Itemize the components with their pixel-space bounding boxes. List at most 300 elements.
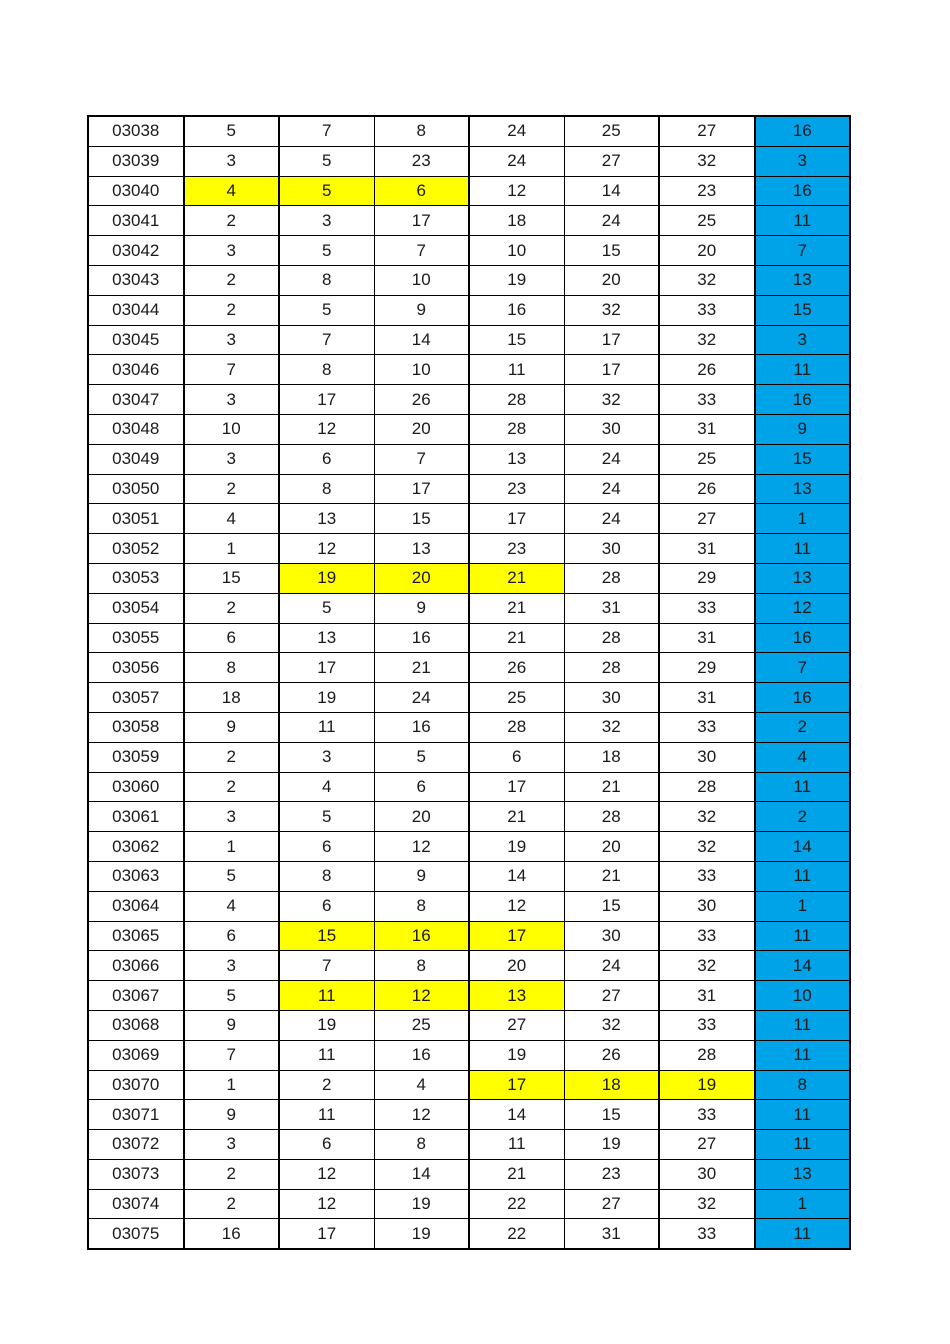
issue-number-cell: 03048 [88, 414, 184, 444]
table-row [88, 1010, 850, 1040]
number-cell: 18 [564, 742, 659, 772]
number-cell: 11 [469, 1130, 564, 1160]
number-cell: 6 [184, 921, 280, 951]
table-row [88, 1070, 850, 1100]
number-cell: 12 [374, 1100, 469, 1130]
number-cell: 19 [469, 265, 564, 295]
number-cell: 32 [564, 295, 659, 325]
number-cell: 7 [184, 355, 280, 385]
number-cell: 12 [279, 534, 374, 564]
number-cell: 24 [564, 206, 659, 236]
issue-number-cell: 03070 [88, 1070, 184, 1100]
table-row [88, 534, 850, 564]
number-cell: 15 [564, 236, 659, 266]
table-row [88, 1219, 850, 1249]
table-row [88, 325, 850, 355]
number-cell: 30 [659, 1159, 755, 1189]
number-cell: 6 [374, 176, 469, 206]
number-cell: 31 [564, 1219, 659, 1249]
table-row [88, 1040, 850, 1070]
special-number-cell: 11 [755, 206, 851, 236]
number-cell: 27 [564, 981, 659, 1011]
number-cell: 27 [659, 1130, 755, 1160]
number-cell: 15 [184, 563, 280, 593]
number-cell: 13 [469, 981, 564, 1011]
number-cell: 31 [659, 414, 755, 444]
special-number-cell: 13 [755, 1159, 851, 1189]
table-row [88, 951, 850, 981]
number-cell: 5 [184, 861, 280, 891]
table-row [88, 176, 850, 206]
number-cell: 15 [374, 504, 469, 534]
number-cell: 11 [279, 712, 374, 742]
number-cell: 29 [659, 653, 755, 683]
number-cell: 26 [374, 385, 469, 415]
number-cell: 17 [469, 772, 564, 802]
table-row [88, 623, 850, 653]
issue-number-cell: 03068 [88, 1010, 184, 1040]
number-cell: 28 [469, 712, 564, 742]
issue-number-cell: 03066 [88, 951, 184, 981]
number-cell: 15 [564, 1100, 659, 1130]
special-number-cell: 1 [755, 1189, 851, 1219]
issue-number-cell: 03052 [88, 534, 184, 564]
number-cell: 31 [659, 981, 755, 1011]
number-cell: 26 [469, 653, 564, 683]
number-cell: 20 [564, 265, 659, 295]
number-cell: 18 [564, 1070, 659, 1100]
number-cell: 30 [564, 414, 659, 444]
number-cell: 28 [469, 414, 564, 444]
special-number-cell: 16 [755, 623, 851, 653]
number-cell: 24 [564, 951, 659, 981]
number-cell: 6 [184, 623, 280, 653]
number-cell: 32 [659, 802, 755, 832]
special-number-cell: 13 [755, 265, 851, 295]
number-cell: 4 [374, 1070, 469, 1100]
special-number-cell: 7 [755, 236, 851, 266]
number-cell: 9 [184, 712, 280, 742]
special-number-cell: 4 [755, 742, 851, 772]
special-number-cell: 10 [755, 981, 851, 1011]
number-cell: 3 [279, 206, 374, 236]
number-cell: 17 [279, 385, 374, 415]
number-cell: 11 [279, 1040, 374, 1070]
number-cell: 19 [374, 1219, 469, 1249]
number-cell: 2 [184, 206, 280, 236]
table-row [88, 653, 850, 683]
number-cell: 33 [659, 295, 755, 325]
number-cell: 17 [374, 474, 469, 504]
number-cell: 14 [374, 1159, 469, 1189]
number-cell: 5 [279, 802, 374, 832]
number-cell: 5 [184, 116, 280, 146]
special-number-cell: 1 [755, 891, 851, 921]
number-cell: 33 [659, 712, 755, 742]
table-row [88, 683, 850, 713]
number-cell: 17 [469, 504, 564, 534]
issue-number-cell: 03063 [88, 861, 184, 891]
number-cell: 33 [659, 1100, 755, 1130]
table-row [88, 414, 850, 444]
issue-number-cell: 03046 [88, 355, 184, 385]
number-cell: 3 [184, 236, 280, 266]
number-cell: 27 [564, 1189, 659, 1219]
number-cell: 30 [564, 683, 659, 713]
table-row [88, 206, 850, 236]
number-cell: 19 [659, 1070, 755, 1100]
issue-number-cell: 03047 [88, 385, 184, 415]
table-row [88, 772, 850, 802]
table-row [88, 295, 850, 325]
table-row [88, 832, 850, 862]
number-cell: 31 [564, 593, 659, 623]
number-cell: 2 [184, 772, 280, 802]
table-row [88, 981, 850, 1011]
number-cell: 30 [659, 891, 755, 921]
number-cell: 24 [469, 146, 564, 176]
special-number-cell: 7 [755, 653, 851, 683]
number-cell: 4 [184, 176, 280, 206]
special-number-cell: 11 [755, 1010, 851, 1040]
number-cell: 21 [469, 802, 564, 832]
table-row [88, 1159, 850, 1189]
table-row [88, 861, 850, 891]
special-number-cell: 2 [755, 802, 851, 832]
issue-number-cell: 03049 [88, 444, 184, 474]
number-cell: 17 [279, 1219, 374, 1249]
number-cell: 17 [564, 325, 659, 355]
number-cell: 8 [279, 355, 374, 385]
number-cell: 9 [184, 1010, 280, 1040]
table-body [88, 116, 850, 1249]
number-cell: 30 [564, 534, 659, 564]
number-cell: 3 [184, 951, 280, 981]
number-cell: 7 [374, 236, 469, 266]
number-cell: 24 [374, 683, 469, 713]
number-cell: 25 [564, 116, 659, 146]
number-cell: 3 [184, 802, 280, 832]
table-row [88, 921, 850, 951]
number-cell: 17 [564, 355, 659, 385]
number-cell: 2 [184, 1189, 280, 1219]
table-row [88, 385, 850, 415]
issue-number-cell: 03053 [88, 563, 184, 593]
number-cell: 19 [279, 683, 374, 713]
number-cell: 21 [469, 623, 564, 653]
number-cell: 12 [279, 1159, 374, 1189]
number-cell: 19 [279, 1010, 374, 1040]
issue-number-cell: 03061 [88, 802, 184, 832]
special-number-cell: 14 [755, 951, 851, 981]
number-cell: 6 [279, 891, 374, 921]
issue-number-cell: 03067 [88, 981, 184, 1011]
number-cell: 28 [469, 385, 564, 415]
table-row [88, 802, 850, 832]
number-cell: 16 [374, 1040, 469, 1070]
number-cell: 20 [659, 236, 755, 266]
special-number-cell: 16 [755, 116, 851, 146]
special-number-cell: 11 [755, 861, 851, 891]
number-cell: 19 [279, 563, 374, 593]
number-cell: 3 [184, 146, 280, 176]
table-row [88, 444, 850, 474]
issue-number-cell: 03054 [88, 593, 184, 623]
number-cell: 21 [564, 861, 659, 891]
number-cell: 10 [374, 355, 469, 385]
special-number-cell: 11 [755, 1040, 851, 1070]
number-cell: 4 [184, 504, 280, 534]
number-cell: 20 [374, 563, 469, 593]
number-cell: 28 [564, 563, 659, 593]
issue-number-cell: 03062 [88, 832, 184, 862]
issue-number-cell: 03056 [88, 653, 184, 683]
number-cell: 16 [469, 295, 564, 325]
number-cell: 10 [374, 265, 469, 295]
number-cell: 9 [184, 1100, 280, 1130]
special-number-cell: 15 [755, 295, 851, 325]
number-cell: 7 [279, 116, 374, 146]
table-row [88, 116, 850, 146]
number-cell: 2 [184, 295, 280, 325]
number-cell: 12 [469, 176, 564, 206]
number-cell: 32 [659, 832, 755, 862]
special-number-cell: 16 [755, 176, 851, 206]
number-cell: 27 [564, 146, 659, 176]
issue-number-cell: 03060 [88, 772, 184, 802]
number-cell: 26 [564, 1040, 659, 1070]
number-cell: 19 [374, 1189, 469, 1219]
number-cell: 2 [184, 742, 280, 772]
issue-number-cell: 03043 [88, 265, 184, 295]
number-cell: 13 [279, 623, 374, 653]
number-cell: 19 [469, 1040, 564, 1070]
number-cell: 15 [564, 891, 659, 921]
number-cell: 12 [279, 414, 374, 444]
issue-number-cell: 03042 [88, 236, 184, 266]
issue-number-cell: 03059 [88, 742, 184, 772]
table-row [88, 236, 850, 266]
number-cell: 12 [279, 1189, 374, 1219]
issue-number-cell: 03055 [88, 623, 184, 653]
number-cell: 7 [279, 951, 374, 981]
number-cell: 21 [564, 772, 659, 802]
special-number-cell: 12 [755, 593, 851, 623]
number-cell: 6 [279, 444, 374, 474]
number-cell: 33 [659, 861, 755, 891]
special-number-cell: 11 [755, 1219, 851, 1249]
number-cell: 17 [469, 1070, 564, 1100]
issue-number-cell: 03074 [88, 1189, 184, 1219]
number-cell: 18 [469, 206, 564, 236]
special-number-cell: 1 [755, 504, 851, 534]
issue-number-cell: 03050 [88, 474, 184, 504]
issue-number-cell: 03039 [88, 146, 184, 176]
number-cell: 11 [469, 355, 564, 385]
number-cell: 25 [659, 206, 755, 236]
number-cell: 20 [374, 802, 469, 832]
number-cell: 7 [184, 1040, 280, 1070]
number-cell: 19 [564, 1130, 659, 1160]
number-cell: 33 [659, 1219, 755, 1249]
number-cell: 2 [184, 265, 280, 295]
number-cell: 11 [279, 1100, 374, 1130]
number-cell: 5 [279, 295, 374, 325]
table-row [88, 1130, 850, 1160]
number-cell: 32 [564, 1010, 659, 1040]
number-cell: 4 [279, 772, 374, 802]
number-cell: 25 [659, 444, 755, 474]
table-row [88, 593, 850, 623]
number-cell: 5 [279, 176, 374, 206]
table-row [88, 504, 850, 534]
issue-number-cell: 03040 [88, 176, 184, 206]
number-cell: 33 [659, 593, 755, 623]
issue-number-cell: 03051 [88, 504, 184, 534]
number-cell: 32 [659, 1189, 755, 1219]
number-cell: 32 [659, 146, 755, 176]
table-row [88, 265, 850, 295]
issue-number-cell: 03072 [88, 1130, 184, 1160]
number-cell: 1 [184, 534, 280, 564]
number-cell: 1 [184, 1070, 280, 1100]
number-cell: 14 [469, 1100, 564, 1130]
number-cell: 5 [279, 236, 374, 266]
number-cell: 3 [184, 325, 280, 355]
number-cell: 23 [564, 1159, 659, 1189]
number-cell: 23 [659, 176, 755, 206]
number-cell: 28 [564, 623, 659, 653]
number-cell: 27 [469, 1010, 564, 1040]
number-cell: 31 [659, 683, 755, 713]
number-cell: 8 [279, 861, 374, 891]
number-cell: 20 [469, 951, 564, 981]
special-number-cell: 11 [755, 1100, 851, 1130]
issue-number-cell: 03044 [88, 295, 184, 325]
number-cell: 12 [374, 981, 469, 1011]
number-cell: 26 [659, 355, 755, 385]
special-number-cell: 2 [755, 712, 851, 742]
number-cell: 13 [469, 444, 564, 474]
number-cell: 18 [184, 683, 280, 713]
special-number-cell: 11 [755, 921, 851, 951]
issue-number-cell: 03071 [88, 1100, 184, 1130]
number-cell: 9 [374, 295, 469, 325]
number-cell: 32 [659, 325, 755, 355]
number-cell: 3 [184, 1130, 280, 1160]
special-number-cell: 11 [755, 772, 851, 802]
number-cell: 33 [659, 1010, 755, 1040]
number-cell: 13 [374, 534, 469, 564]
number-cell: 12 [469, 891, 564, 921]
number-cell: 3 [279, 742, 374, 772]
table-row [88, 1189, 850, 1219]
number-cell: 31 [659, 623, 755, 653]
number-cell: 2 [184, 593, 280, 623]
number-cell: 32 [659, 265, 755, 295]
number-cell: 25 [374, 1010, 469, 1040]
number-cell: 24 [564, 474, 659, 504]
table-row [88, 742, 850, 772]
number-cell: 12 [374, 832, 469, 862]
number-cell: 3 [184, 385, 280, 415]
number-cell: 30 [659, 742, 755, 772]
lottery-results-table [87, 115, 851, 1250]
number-cell: 23 [374, 146, 469, 176]
number-cell: 1 [184, 832, 280, 862]
table-row [88, 712, 850, 742]
number-cell: 8 [184, 653, 280, 683]
number-cell: 2 [184, 474, 280, 504]
number-cell: 8 [374, 116, 469, 146]
number-cell: 6 [374, 772, 469, 802]
special-number-cell: 16 [755, 385, 851, 415]
issue-number-cell: 03058 [88, 712, 184, 742]
number-cell: 28 [659, 1040, 755, 1070]
number-cell: 7 [374, 444, 469, 474]
number-cell: 6 [469, 742, 564, 772]
special-number-cell: 15 [755, 444, 851, 474]
number-cell: 21 [469, 593, 564, 623]
number-cell: 8 [374, 1130, 469, 1160]
number-cell: 28 [564, 653, 659, 683]
table-row [88, 891, 850, 921]
number-cell: 16 [374, 623, 469, 653]
issue-number-cell: 03045 [88, 325, 184, 355]
number-cell: 10 [184, 414, 280, 444]
number-cell: 24 [564, 504, 659, 534]
issue-number-cell: 03041 [88, 206, 184, 236]
number-cell: 11 [279, 981, 374, 1011]
number-cell: 2 [184, 1159, 280, 1189]
number-cell: 27 [659, 116, 755, 146]
special-number-cell: 9 [755, 414, 851, 444]
number-cell: 24 [469, 116, 564, 146]
number-cell: 5 [279, 593, 374, 623]
number-cell: 14 [564, 176, 659, 206]
special-number-cell: 11 [755, 355, 851, 385]
number-cell: 28 [564, 802, 659, 832]
number-cell: 32 [659, 951, 755, 981]
number-cell: 14 [374, 325, 469, 355]
number-cell: 20 [564, 832, 659, 862]
special-number-cell: 3 [755, 146, 851, 176]
special-number-cell: 3 [755, 325, 851, 355]
number-cell: 8 [279, 474, 374, 504]
number-cell: 16 [184, 1219, 280, 1249]
number-cell: 17 [279, 653, 374, 683]
number-cell: 5 [279, 146, 374, 176]
table-row [88, 146, 850, 176]
number-cell: 33 [659, 385, 755, 415]
table-row [88, 474, 850, 504]
number-cell: 8 [374, 951, 469, 981]
number-cell: 17 [469, 921, 564, 951]
number-cell: 6 [279, 832, 374, 862]
issue-number-cell: 03075 [88, 1219, 184, 1249]
number-cell: 15 [469, 325, 564, 355]
number-cell: 2 [279, 1070, 374, 1100]
number-cell: 31 [659, 534, 755, 564]
number-cell: 21 [469, 1159, 564, 1189]
number-cell: 21 [469, 563, 564, 593]
number-cell: 3 [184, 444, 280, 474]
issue-number-cell: 03065 [88, 921, 184, 951]
number-cell: 5 [184, 981, 280, 1011]
special-number-cell: 8 [755, 1070, 851, 1100]
issue-number-cell: 03073 [88, 1159, 184, 1189]
number-cell: 30 [564, 921, 659, 951]
